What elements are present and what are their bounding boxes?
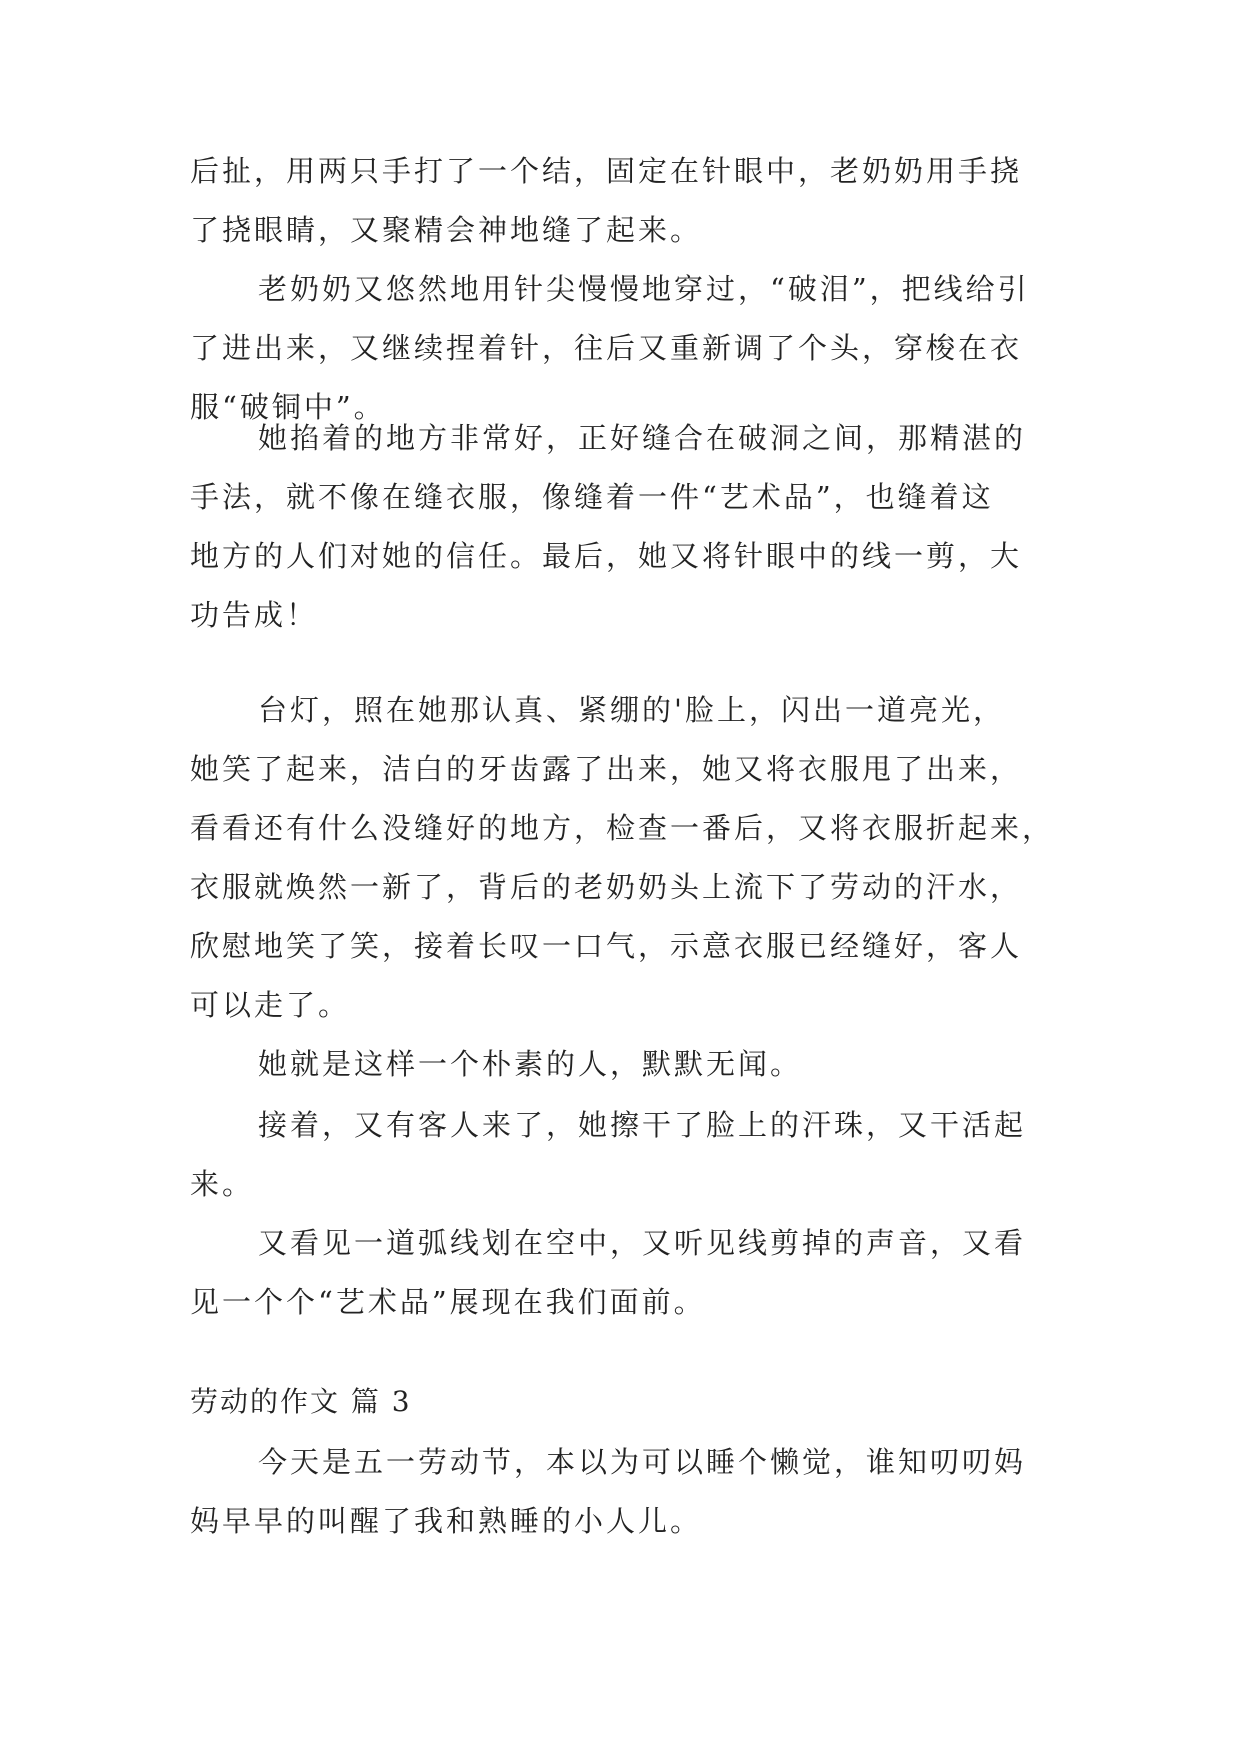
paragraph-1 <box>190 142 1070 260</box>
paragraph-line: 又看见一道弧线划在空中，又听见线剪掉的声音，又看 <box>258 1226 1027 1260</box>
paragraph-line: 地方的人们对她的信任。最后，她又将针眼中的线一剪，大 <box>190 539 1023 573</box>
paragraph-line: 衣服就焕然一新了，背后的老奶奶头上流下了劳动的汗水， <box>190 870 1023 904</box>
paragraph-line: 功告成！ <box>190 598 319 632</box>
section-paragraph-1 <box>190 1433 1070 1551</box>
paragraph-line: 了进出来，又继续捏着针，往后又重新调了个头，穿梭在衣 <box>190 331 1023 365</box>
paragraph-line: 见一个个“艺术品”展现在我们面前。 <box>190 1285 706 1319</box>
section-heading: 劳动的作文 篇 3 <box>190 1385 412 1418</box>
paragraph-line: 看看还有什么没缝好的地方，检查一番后，又将衣服折起来， <box>190 811 1055 845</box>
paragraph-line: 手法，就不像在缝衣服，像缝着一件“艺术品”，也缝着这 <box>190 480 994 514</box>
paragraph-line: 台灯，照在她那认真、紧绷的'脸上，闪出一道亮光， <box>258 693 1005 727</box>
paragraph-4 <box>190 681 1070 1035</box>
paragraph-line: 老奶奶又悠然地用针尖慢慢地穿过，“破泪”，把线给引 <box>258 272 1030 306</box>
paragraph-line: 欣慰地笑了笑，接着长叹一口气，示意衣服已经缝好，客人 <box>190 929 1023 963</box>
paragraph-line: 她就是这样一个朴素的人，默默无闻。 <box>258 1047 803 1081</box>
paragraph-line: 来。 <box>190 1167 255 1201</box>
paragraph-line: 她笑了起来，洁白的牙齿露了出来，她又将衣服甩了出来， <box>190 752 1023 786</box>
paragraph-5 <box>190 1035 1070 1094</box>
paragraph-line: 妈早早的叫醒了我和熟睡的小人儿。 <box>190 1504 703 1538</box>
paragraph-3 <box>190 409 1070 645</box>
paragraph-line: 了挠眼睛，又聚精会神地缝了起来。 <box>190 213 703 247</box>
paragraph-line: 接着，又有客人来了，她擦干了脸上的汗珠，又干活起 <box>258 1108 1027 1142</box>
paragraph-line: 她掐着的地方非常好，正好缝合在破洞之间，那精湛的 <box>258 421 1027 455</box>
paragraph-7 <box>190 1214 1070 1332</box>
paragraph-6 <box>190 1096 1070 1214</box>
paragraph-line: 可以走了。 <box>190 988 351 1022</box>
paragraph-line: 服“破铜中”。 <box>190 390 386 424</box>
paragraph-line: 今天是五一劳动节，本以为可以睡个懒觉，谁知叨叨妈 <box>258 1445 1027 1479</box>
paragraph-line: 后扯，用两只手打了一个结，固定在针眼中，老奶奶用手挠 <box>190 154 1023 188</box>
